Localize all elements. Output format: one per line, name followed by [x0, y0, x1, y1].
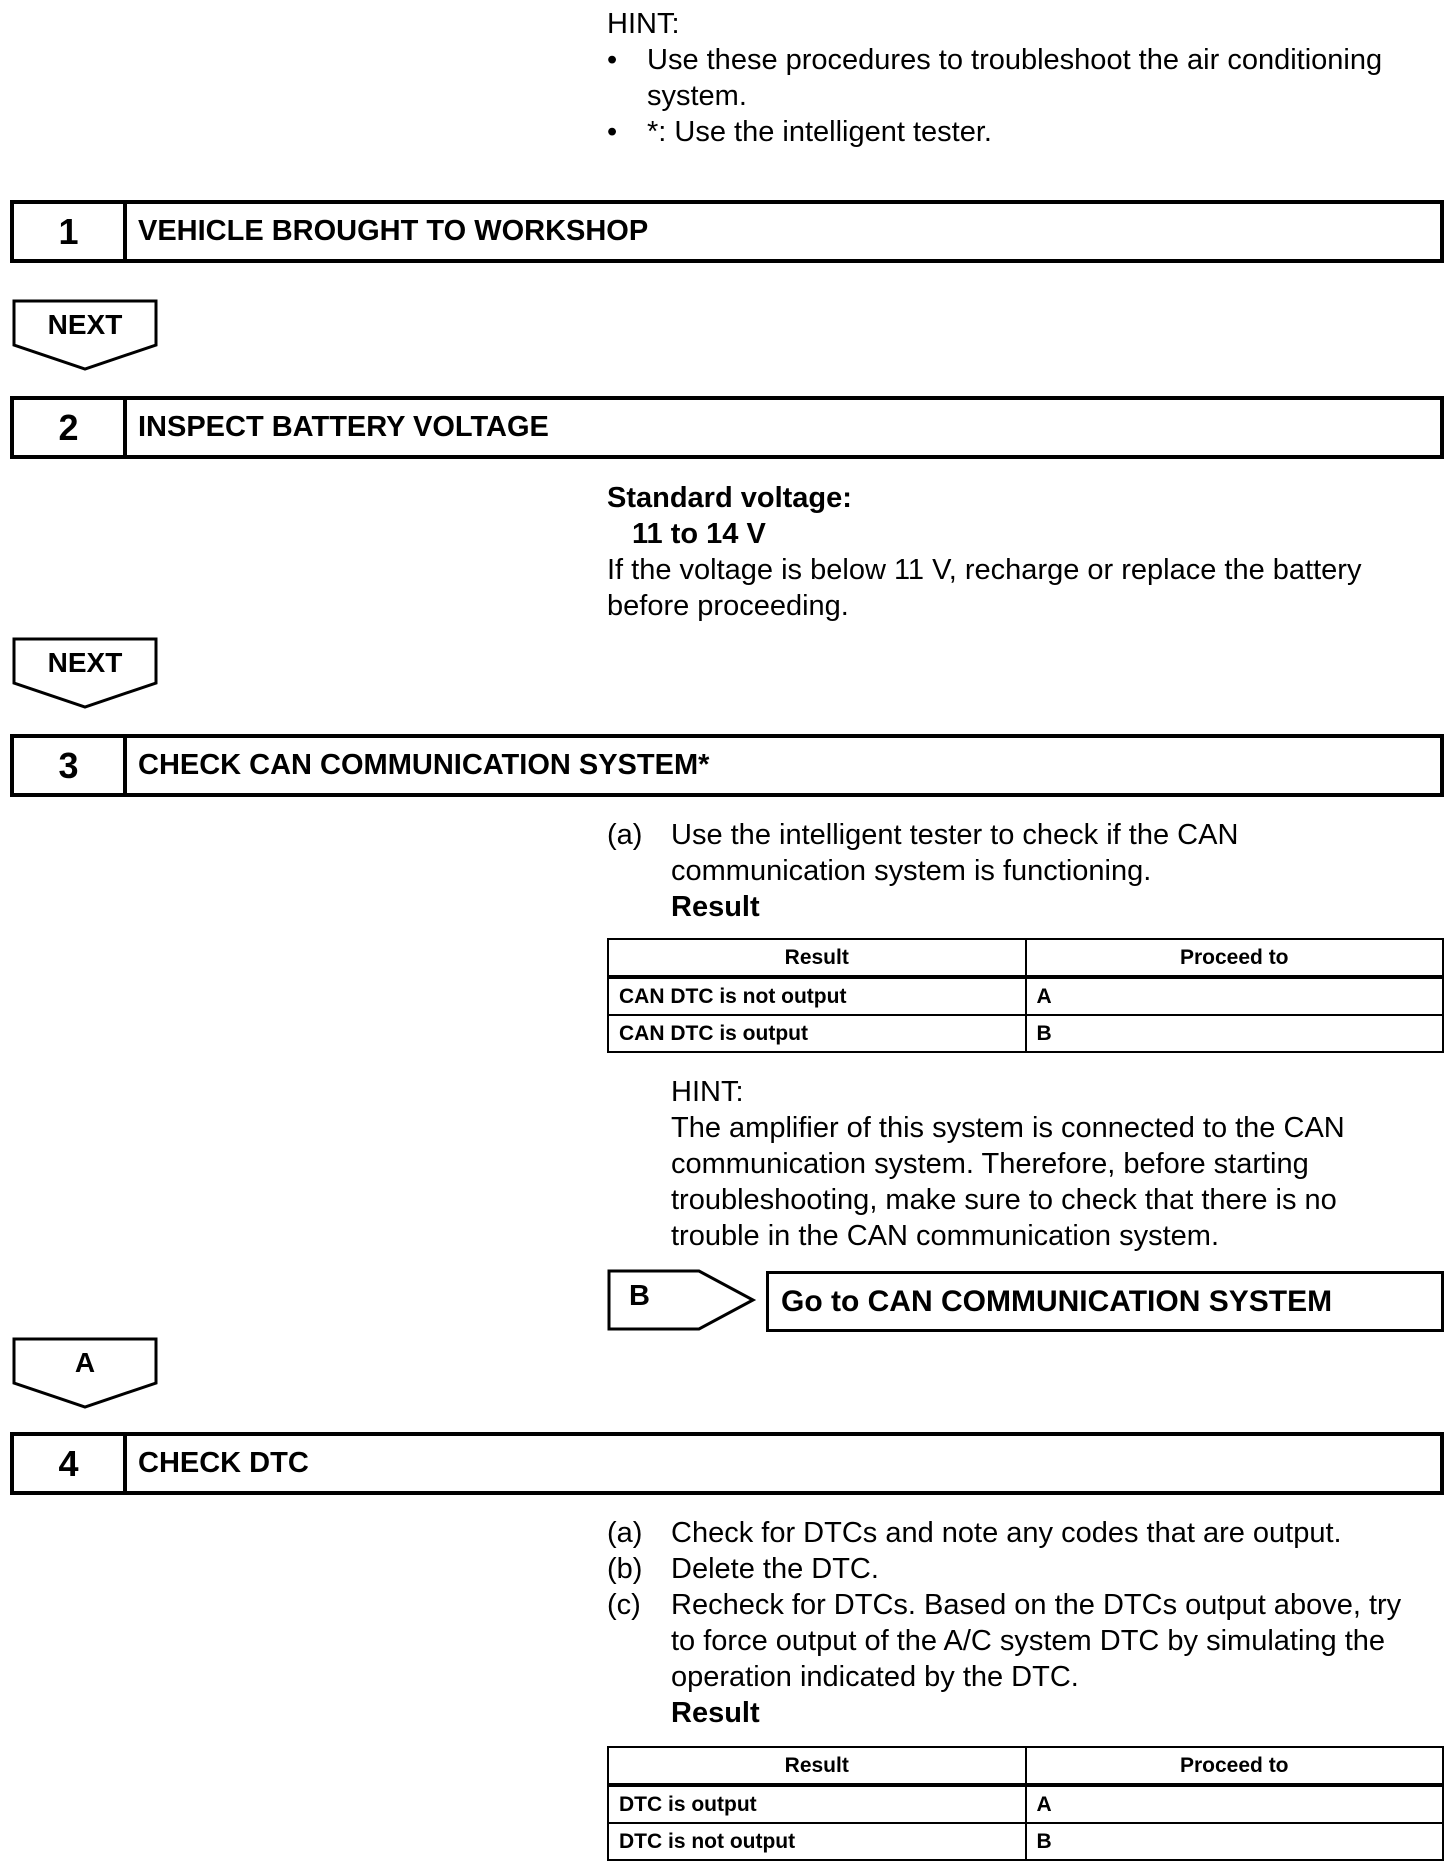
bullet-line: *: Use the intelligent tester.	[647, 116, 992, 148]
step4-item-c	[607, 1587, 1447, 1731]
step-number: 3	[14, 738, 127, 793]
step3-hint-line: communication system. Therefore, before starting	[671, 1148, 1309, 1180]
a-marker	[12, 1337, 158, 1409]
result-label: Result	[671, 891, 760, 923]
item-line: operation indicated by the DTC.	[671, 1661, 1079, 1693]
item-letter: (c)	[607, 1589, 641, 1621]
step-number: 2	[14, 400, 127, 455]
step-title: INSPECT BATTERY VOLTAGE	[138, 411, 549, 443]
standard-voltage-value: 11 to 14 V	[632, 518, 766, 550]
bullet-line: system.	[647, 80, 747, 112]
next-marker	[12, 299, 158, 371]
table-header-cell: Proceed to	[1026, 1747, 1444, 1785]
a-label: A	[74, 1347, 96, 1378]
battery-note-line: before proceeding.	[607, 590, 849, 622]
intro-bullet	[607, 114, 1447, 150]
step-title: CHECK DTC	[138, 1447, 309, 1479]
table-cell: CAN DTC is not output	[608, 977, 1026, 1015]
result-label: Result	[671, 1697, 760, 1729]
step-header-2	[10, 396, 1444, 459]
table-row	[608, 1015, 1443, 1052]
table-cell: A	[1026, 977, 1444, 1015]
item-letter: (a)	[607, 819, 643, 851]
step-title: CHECK CAN COMMUNICATION SYSTEM*	[138, 749, 710, 781]
step-header-1	[10, 200, 1444, 263]
item-line: communication system is functioning.	[671, 855, 1152, 887]
item-line: Use the intelligent tester to check if the CAN	[671, 819, 1239, 851]
table-header-cell: Proceed to	[1026, 939, 1444, 977]
table-header-row	[608, 939, 1443, 977]
item-letter: (a)	[607, 1517, 643, 1549]
table-row	[608, 1823, 1443, 1860]
table-cell: B	[1026, 1015, 1444, 1052]
table-header-cell: Result	[608, 939, 1026, 977]
step4-item-a	[607, 1515, 1447, 1551]
item-letter: (b)	[607, 1553, 643, 1585]
goto-b-marker	[607, 1269, 757, 1331]
step3-hint-line: troubleshooting, make sure to check that there is no	[671, 1184, 1337, 1216]
step3-hint-label: HINT:	[671, 1076, 744, 1108]
step-header-3	[10, 734, 1444, 797]
item-line: Delete the DTC.	[671, 1553, 879, 1585]
bullet-marker: •	[607, 44, 618, 76]
item-line: Check for DTCs and note any codes that are output.	[671, 1517, 1342, 1549]
step-number: 1	[14, 204, 127, 259]
table-cell: DTC is not output	[608, 1823, 1026, 1860]
next-marker	[12, 637, 158, 709]
table-header-cell: Result	[608, 1747, 1026, 1785]
next-label: NEXT	[47, 309, 123, 340]
bullet-line: Use these procedures to troubleshoot the air conditioning	[647, 44, 1383, 76]
table-cell: DTC is output	[608, 1785, 1026, 1823]
goto-letter: B	[629, 1280, 650, 1312]
table-row	[608, 977, 1443, 1015]
step-header-4	[10, 1432, 1444, 1495]
step4-result-table	[607, 1746, 1444, 1861]
intro-bullet	[607, 42, 1447, 114]
item-line: Recheck for DTCs. Based on the DTCs output above, try	[671, 1589, 1402, 1621]
intro-hint-label: HINT:	[607, 8, 680, 40]
item-line: to force output of the A/C system DTC by simulating the	[671, 1625, 1386, 1657]
step3-hint-line: trouble in the CAN communication system.	[671, 1220, 1219, 1252]
step-title: VEHICLE BROUGHT TO WORKSHOP	[138, 215, 649, 247]
goto-can-link[interactable]: Go to CAN COMMUNICATION SYSTEM	[766, 1271, 1444, 1332]
table-cell: CAN DTC is output	[608, 1015, 1026, 1052]
battery-note-line: If the voltage is below 11 V, recharge or replace the battery	[607, 554, 1362, 586]
step3-result-table	[607, 938, 1444, 1053]
table-cell: A	[1026, 1785, 1444, 1823]
step3-item-a	[607, 817, 1447, 925]
step3-hint-line: The amplifier of this system is connected to the CAN	[671, 1112, 1345, 1144]
table-header-row	[608, 1747, 1443, 1785]
next-label: NEXT	[47, 647, 123, 678]
standard-voltage-label: Standard voltage:	[607, 482, 852, 514]
step-number: 4	[14, 1436, 127, 1491]
table-cell: B	[1026, 1823, 1444, 1860]
bullet-marker: •	[607, 116, 618, 148]
step4-item-b	[607, 1551, 1447, 1587]
table-row	[608, 1785, 1443, 1823]
